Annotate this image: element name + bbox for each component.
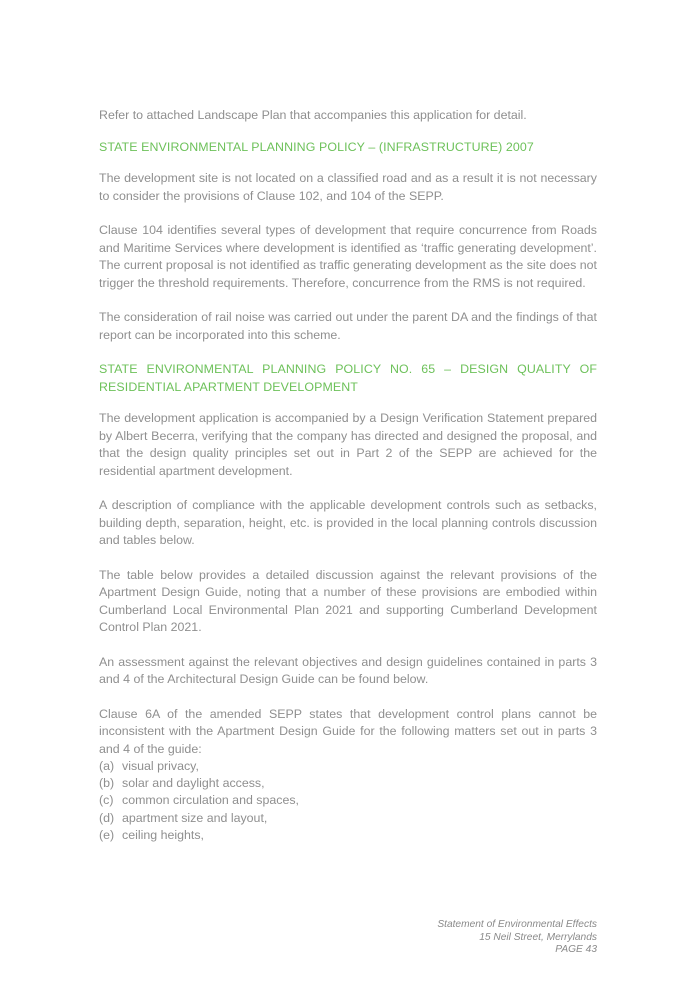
sepp65-paragraph-2: A description of compliance with the applicable development controls such as setbacks, building depth, separation, height, etc. is provided in the local planning controls discussion and tables below. (99, 498, 597, 547)
list-item-text: solar and daylight access, (122, 776, 265, 791)
sepp65-paragraph-3: The table below provides a detailed discussion against the relevant provisions of the Apartment Design Guide, noting that a number of these provisions are embodied within Cumberland Local Environmental Plan 2021 and supporting Cumberland Development Control Plan 2021. (99, 567, 597, 634)
landscape-paragraph: Refer to attached Landscape Plan that accompanies this application for detail. (99, 108, 527, 122)
sepp65-paragraph-1: The development application is accompanied by a Design Verification Statement prepared by Albert Becerra, verifying that the company has directed and designed the proposal, and that the design quality principles set out in Part 2 of the SEPP are achieved for the residential apartment development. (99, 411, 597, 478)
list-item-text: ceiling heights, (122, 827, 204, 842)
sepp65-heading: STATE ENVIRONMENTAL PLANNING POLICY NO. 65 – DESIGN QUALITY OF RESIDENTIAL APARTMENT DEVELOPMENT (99, 362, 597, 394)
page-footer (437, 919, 597, 957)
list-item (99, 758, 597, 775)
list-item (99, 827, 597, 844)
list-item-text: apartment size and layout, (122, 810, 268, 825)
infrastructure-paragraph-1: The development site is not located on a classified road and as a result it is not necessary to consider the provisions of Clause 102, and 104 of the SEPP. (99, 171, 597, 203)
list-item-marker: (b) (99, 776, 115, 791)
footer-address: 15 Neil Street, Merrylands (479, 931, 597, 943)
list-item (99, 792, 597, 809)
list-item-marker: (e) (99, 827, 115, 842)
list-item (99, 810, 597, 827)
page-content (99, 107, 597, 844)
list-item-text: visual privacy, (122, 759, 199, 773)
infrastructure-paragraph-3: The consideration of rail noise was carried out under the parent DA and the findings of that report can be incorporated into this scheme. (99, 310, 597, 342)
sepp65-paragraph-5: Clause 6A of the amended SEPP states that development control plans cannot be inconsistent with the Apartment Design Guide for the following matters set out in parts 3 and 4 of the guide: (99, 706, 597, 756)
sepp65-paragraph-4: An assessment against the relevant objectives and design guidelines contained in parts 3 and 4 of the Architectural Design Guide can be found below. (99, 654, 597, 686)
list-item-text: common circulation and spaces, (122, 793, 299, 808)
list-item-marker: (a) (99, 759, 115, 773)
guide-matters-list (99, 758, 597, 844)
infrastructure-sepp-heading: STATE ENVIRONMENTAL PLANNING POLICY – (INFRASTRUCTURE) 2007 (99, 139, 534, 154)
infrastructure-paragraph-2: Clause 104 identifies several types of development that require concurrence from Roads and Maritime Services where development is identified as ‘traffic generating development’. The current proposal is not identified as traffic generating development as the site does not trigger the threshold requirements. Therefore, concurrence from the RMS is not required. (99, 223, 597, 290)
footer-document-title: Statement of Environmental Effects (437, 919, 597, 930)
footer-page-number: PAGE 43 (555, 944, 597, 955)
list-item-marker: (d) (99, 810, 115, 825)
list-item-marker: (c) (99, 793, 114, 808)
list-item (99, 775, 597, 792)
